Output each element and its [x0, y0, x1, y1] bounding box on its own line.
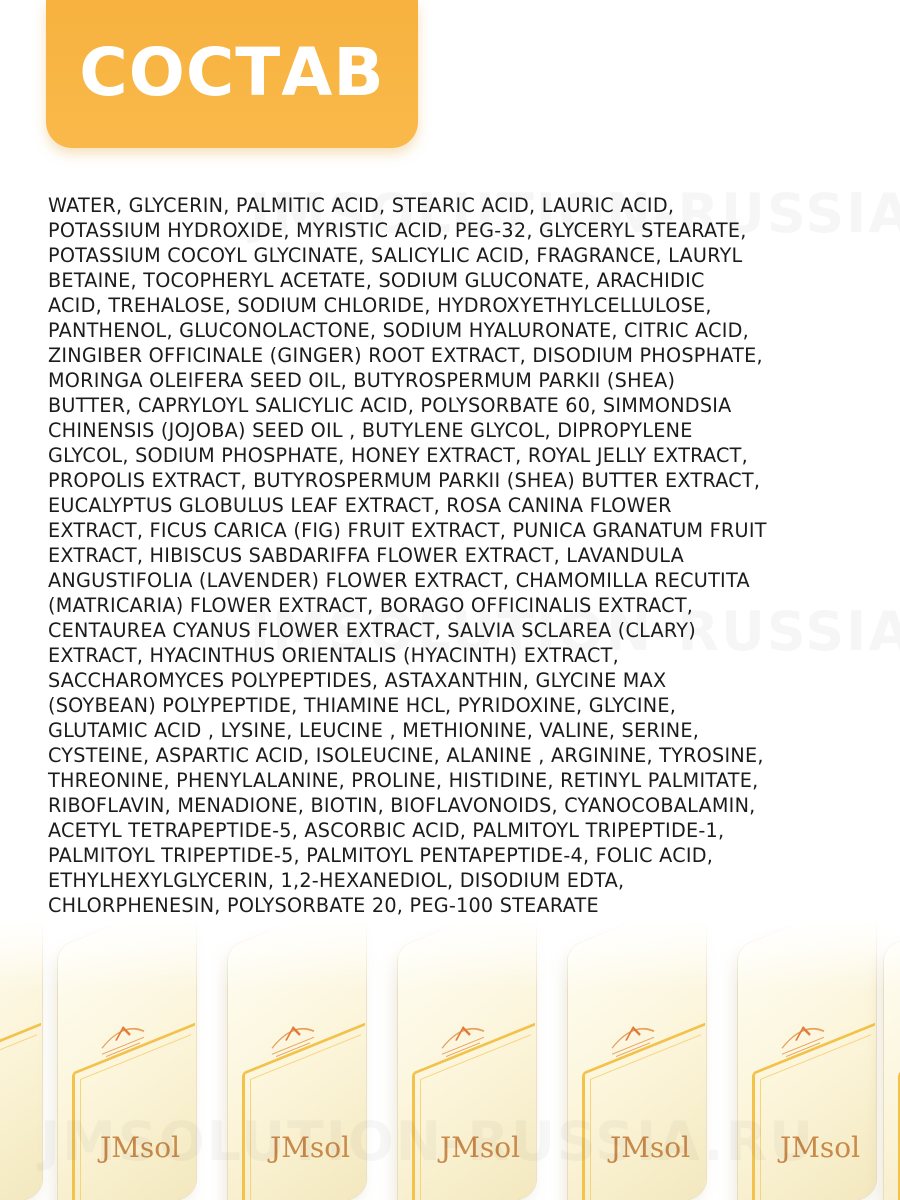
- product-sachets-image: [0, 920, 900, 1200]
- products-fade: [0, 920, 900, 990]
- sachet-brand-label: JMsol: [270, 1131, 351, 1165]
- sachet-brand-label: JMsol: [100, 1131, 181, 1165]
- sachet-brand-label: JMsol: [780, 1131, 861, 1165]
- sachet-brand-label: JMsol: [610, 1131, 691, 1165]
- title-badge: [46, 0, 418, 148]
- page-title: СОСТАВ: [79, 34, 385, 111]
- sachet-frame-inner: [0, 1034, 37, 1200]
- ingredients-list: WATER, GLYCERIN, PALMITIC ACID, STEARIC ACID, LAURIC ACID, POTASSIUM HYDROXIDE, MYRISTIC ACID, PEG-32, GLYCERYL STEARATE, POTASSIUM COCOYL GLYCINATE, SALICYLIC ACID, FRAGRANCE, LAURYL BETAINE, TOCOPHERYL ACETATE, SODIUM GLUCONATE, ARACHIDIC ACID, TREHALOSE, SODIUM CHLORIDE, HYDROXYETHYLCELLULOSE, PANTHENOL, GLUCONOLACTONE, SODIUM HYALURONATE, CITRIC ACID, ZINGIBER OFFICINALE (GINGER) ROOT EXTRACT, DISODIUM PHOSPHATE, MORINGA OLEIFERA SEED OIL, BUTYROSPERMUM PARKII (SHEA) BUTTER, CAPRYLOYL SALICYLIC ACID, POLYSORBATE 60, SIMMONDSIA CHINENSIS (JOJOBA) SEED OIL , BUTYLENE GLYCOL, DIPROPYLENE GLYCOL, SODIUM PHOSPHATE, HONEY EXTRACT, ROYAL JELLY EXTRACT, PROPOLIS EXTRACT, BUTYROSPERMUM PARKII (SHEA) BUTTER EXTRACT, EUCALYPTUS GLOBULUS LEAF EXTRACT, ROSA CANINA FLOWER EXTRACT, FICUS CARICA (FIG) FRUIT EXTRACT, PUNICA GRANATUM FRUIT EXTRACT, HIBISCUS SABDARIFFA FLOWER EXTRACT, LAVANDULA ANGUSTIFOLIA (LAVENDER) FLOWER EXTRACT, CHAMOMILLA RECUTITA (MATRICARIA) FLOWER EXTRACT, BORAGO OFFICINALIS EXTRACT, CENTAUREA CYANUS FLOWER EXTRACT, SALVIA SCLAREA (CLARY) EXTRACT, HYACINTHUS ORIENTALIS (HYACINTH) EXTRACT, SACCHAROMYCES POLYPEPTIDES, ASTAXANTHIN, GLYCINE MAX (SOYBEAN) POLYPEPTIDE, THIAMINE HCL, PYRIDOXINE, GLYCINE, GLUTAMIC ACID , LYSINE, LEUCINE , METHIONINE, VALINE, SERINE, CYSTEINE, ASPARTIC ACID, ISOLEUCINE, ALANINE , ARGININE, TYROSINE, THREONINE, PHENYLALANINE, PROLINE, HISTIDINE, RETINYL PALMITATE, RIBOFLAVIN, MENADIONE, BIOTIN, BIOFLAVONOIDS, CYANOCOBALAMIN, ACETYL TETRAPEPTIDE-5, ASCORBIC ACID, PALMITOYL TRIPEPTIDE-1, PALMITOYL TRIPEPTIDE-5, PALMITOYL PENTAPEPTIDE-4, FOLIC ACID, ETHYLHEXYLGLYCERIN, 1,2-HEXANEDIOL, DISODIUM EDTA, CHLORPHENESIN, POLYSORBATE 20, PEG-100 STEARATE: [48, 194, 767, 917]
- sachet-brand-label: JMsol: [440, 1131, 521, 1165]
